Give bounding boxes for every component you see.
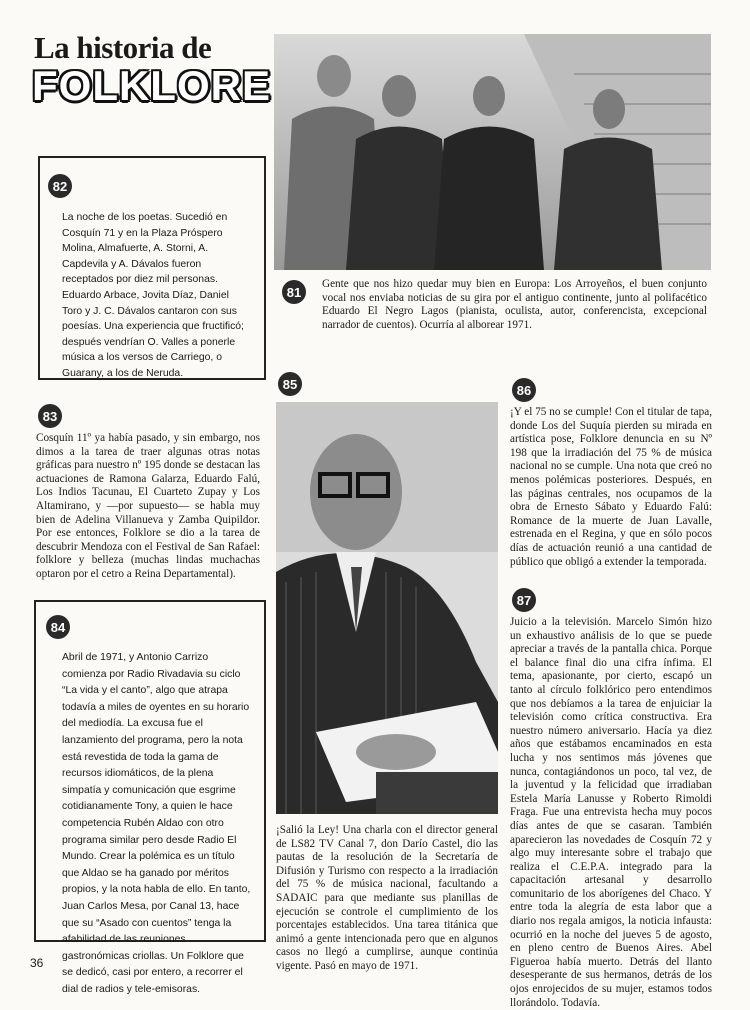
item-81-text: Gente que nos hizo quedar muy bien en Europa: Los Arroyeños, el buen conjunto vocal nos enviaba noticias de su gira por el antiguo continente, junto al polifacético Eduardo El Negro Lagos (pianista, oculista, autor, conferencista, excepcional narrador de cuentos). Ocurría al alborear 1971. [322, 278, 707, 331]
photo-dario-castel [276, 402, 498, 814]
item-87-badge: 87 [512, 588, 536, 612]
item-82-badge: 82 [48, 174, 72, 198]
item-87-text: Juicio a la televisión. Marcelo Simón hizo un exhaustivo análisis de lo que se puede apreciar a través de la pantalla chica. Porque el balance final dio una cifra ínfima. El tema, apasionante, por cierto, escapó un tanto al círculo folklórico pero entendimos que nos debíamos a la tarea de enjuiciar la televisión como crítica constructiva. Era nuestro número aniversario. Hacía ya diez años que estábamos encaminados en esta lucha y nos sentimos más jóvenes que nunca, contagiándonos un poco, tal vez, de la juventud y la felicidad que irradiaban Estela María Lanusse y Roberto Rimoldi Fraga. Fue una entrevista hecha muy pocos días antes de que se casaran. También aparecieron las novedades de Cosquín 72 y algo muy interesante sobre el trabajo que realiza el C.E.P.A. integrado para la capacitación artesanal y desarrollo comunitario de los aborígenes del Chaco. Y entre toda la alegría de esta labor que a diario nos regala amigos, la noticia infausta: ocurrió en la noche del jueves 5 de agosto, en pleno centro de Buenos Aires. Abel Figueroa había muerto. Detrás del llanto desesperante de sus hermanos, detrás de los ojos enrojecidos de su mujer, estamos todos llorándolo. Todavía. [510, 616, 712, 1009]
page-number: 36 [30, 956, 44, 970]
item-82-text: La noche de los poetas. Sucedió en Cosquín 71 y en la Plaza Próspero Molina, Almafuerte, A. Storni, A. Capdevila y A. Dávalos fueron receptados por diez mil personas. Eduardo Arbace, Jovita Díaz, Daniel Toro y J. C. Dávalos cantaron con sus poesías. Una experiencia que fructificó; después vendrían O. Valles a ponerle música a los versos de Carriego, o Guarany, a los de Neruda. [62, 212, 244, 379]
item-86-badge: 86 [512, 378, 536, 402]
header-title-line1: La historia de [34, 30, 212, 65]
item-84-badge: 84 [46, 615, 70, 639]
item-81-badge: 81 [282, 280, 306, 304]
photo-portrait-image [276, 402, 498, 814]
photo-los-arroyenos [274, 34, 711, 270]
photo-group-image [274, 34, 711, 270]
item-83-text: Cosquín 11º ya había pasado, y sin embargo, nos dimos a la tarea de traer algunas otras notas gráficas para nuestro nº 195 donde se destacan las actuaciones de Ramona Galarza, Eduardo Falú, Los Indios Tacunau, El Cuarteto Zupay y Los Altamirano, y —por supuesto— se habla muy bien de Adelina Villanueva y Zamba Quipildor. Por ese entonces, Folklore se dio a la tarea de descubrir Mendoza con el Festival de San Rafael: folklore y belleza (muchas lindas muchachas optaron por el cetro a Reina Departamental). [36, 432, 260, 580]
item-85-badge: 85 [278, 372, 302, 396]
item-84-text: Abril de 1971, y Antonio Carrizo comienza por Radio Rivadavia su ciclo “La vida y el canto”, algo que atrapa todavía a miles de oyentes en su horario del mediodía. La excusa fue el lanzamiento del programa, pero la nota está revestida de toda la gama de recursos idiomáticos, de la plena simpatía y comunicación que esgrime cotidianamente Tony, a quien le hace competencia Rubén Aldao con otro programa similar pero desde Radio El Mundo. Crear la polémica es un título que Aldao se ha ganado por méritos propios, y la nota habla de ello. En tanto, Juan Carlos Mesa, por Canal 13, hace que su “Asado con cuentos” tenga la afabilidad de las reuniones gastronómicas criollas. Un Folklore que se dedicó, casi por entero, a recorrer el dial de radios y tele-emisoras. [62, 652, 251, 995]
item-83-badge: 83 [38, 404, 62, 428]
header-title-folklore: FOLKLORE [32, 62, 271, 109]
item-86-text: ¡Y el 75 no se cumple! Con el titular de tapa, donde Los del Suquía pierden su mirada en artística pose, Folklore denuncia en su Nº 198 que la irradiación del 75 % de música nacional no se cumple. Una nota que creó no menos polémicas posteriores. Después, en las páginas centrales, nos ocupamos de la obra de Ernesto Sábato y Eduardo Falú: Romance de la muerte de Juan Lavalle, estrenada en el Regina, y que en sólo pocos días de actuación reunió a una cantidad de público que obligó a extender la temporada. [510, 406, 712, 568]
item-85-text: ¡Salió la Ley! Una charla con el director general de LS82 TV Canal 7, don Darío Castel, dio las pautas de la resolución de la Secretaría de Difusión y Turismo con respecto a la irradiación del 75 % de música nacional, facultando a SADAIC para que mediante sus planillas de ejecución se controle el cumplimiento de los porcentajes establecidos. Una tarea titánica que animó a gente intencionada pero que en algunos casos no llegó a cumplirse, aunque continúa vigente. Pasó en mayo de 1971. [276, 824, 498, 972]
